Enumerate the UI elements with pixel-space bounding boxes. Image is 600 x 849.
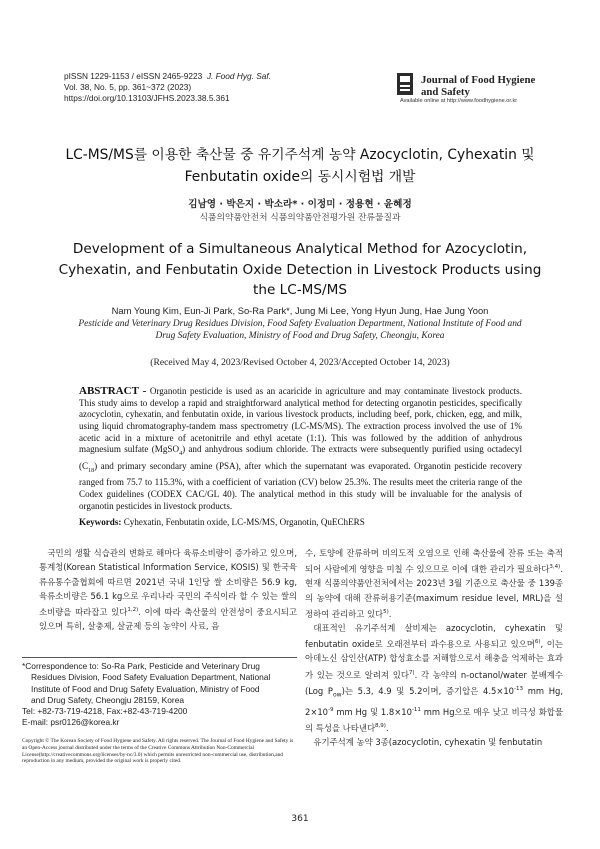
abstract: ABSTRACT - Organotin pesticide is used as an acaricide in agriculture and may contaminate livestock products. This study aims to develop a rapid and straightforward analytical method for detecting organotin pesticides, specifically azocyclotin, cyhexatin, and fenbutatin oxide, in various livestock products, including beef, pork, chicken, egg, and milk, using liquid chromatography-tandem mass spectrometry (LC-MS/MS). The extraction process involved the use of 1% acetic acid in a mixture of acetonitrile and ethyl acetate (1:1). This was followed by the addition of anhydrous magnesium sulfate (MgSO$_4$) and anhydrous sodium chloride. The extracts were subsequently purified using octadecyl $(C_{18})$ and primary secondary amine (PSA), after which the supernatant was evaporated. Organotin pesticide recovery ranged from 75.7 to 115.3%, with a coefficient of variation (CV) below 25.3%. The results meet the criteria range of the Codex guidelines (CODEX CAC/GL 40). The analytical method in this study will be invaluable for the analysis of organotin pesticides in livestock products. xyxy=(79,385,522,511)
correspondence-email[interactable]: E-mail: psr0126@korea.kr xyxy=(22,717,120,728)
body-paragraph: 대표적인 유기주석계 살비제는 azocyclotin, cyhexatin 및 fenbutatin oxide로 오래전부터 과수용으로 사용되고 있으며$^{6)}$, 이는 아데노신 삼인산(ATP) 합성효소를 저해함으로서 해충을 억제하는 효과가 있는 것으로 알려져 있다$^{7)}$. 각 농약의 n-octanol/water 분배계수(Log $P_{ow}$)는 5.3, 4.9 및 5.2이며, 증기압은 $4.5\times 10^{-13}$ mm Hg, $2\times 10^{-9}$ mm Hg 및 $1.8\times 10^{-11}$ mm Hg으로 매우 낮고 비극성 화합물의 특성을 나타낸다$^{8,9)}$. xyxy=(305,623,563,733)
english-title: Development of a Simultaneous Analytical Method for Azocyclotin, Cyhexatin, and Fenbutatin Oxide Detection in Livestock Products using the LC-MS/MS xyxy=(58,241,542,298)
journal-logo-icon xyxy=(397,73,413,95)
doi-link[interactable]: https://doi.org/10.13103/JFHS.2023.38.5.361 xyxy=(64,93,230,104)
journal-logo xyxy=(397,72,547,106)
body-column-left xyxy=(39,546,297,634)
english-authors: Nam Young Kim, Eun-Ji Park, So-Ra Park*, Jung Mi Lee, Yong Hyun Jung, Hae Jung Yoon xyxy=(111,305,489,316)
logo-url[interactable]: Available online at http://www.foodhygiene.or.kr xyxy=(400,98,518,104)
body-paragraph: 유기주석계 농약 3종(azocyclotin, cyhexatin 및 fenbutatin xyxy=(313,736,543,747)
abstract-label: ABSTRACT - xyxy=(79,385,147,397)
body-paragraph: 국민의 생활 식습관의 변화로 해마다 육류소비량이 증가하고 있으며, 통계청(Korean Statistical Information Service, KOSIS) 및 한국육류유통수출협회에 따르면 2021년 국내 1인당 쌀 소비량은 56.9 kg, 육류소비량은 56.1 kg으로 우리나라 국민의 주식이라 할 수 있는 쌀의 소비량을 따라잡고 있다$^{1,2)}$. 이에 따라 축산물의 안전성이 중요시되고 있으며 특히, 살충제, 살균제 등의 농약이 사료, 음 xyxy=(39,548,297,632)
issn-line: pISSN 1229-1153 / eISSN 2465-9223 J. Food Hyg. Saf. xyxy=(64,71,271,81)
logo-title: Journal of Food Hygiene and Safety xyxy=(421,74,536,98)
copyright-notice: Copyright © The Korean Society of Food Hygiene and Safety. All rights reserved. The Journal of Food Hygiene and Safety is an Open-Access journal distributed under the terms of the Creative Commons Attribution Non-Commercial License(http://creativecommons.org/licenses/by-nc/3.0) which permits unrestricted non-commercial use, distribution,and reproduction in any medium, provided the original work is properly cited. xyxy=(22,738,294,765)
body-paragraph: 수, 토양에 잔류하며 비의도적 오염으로 인해 축산물에 잔류 또는 축적되어 사람에게 영향을 미칠 수 있으므로 이에 대한 관리가 필요하다$^{3,4)}$. 현재 식품의약품안전처에서는 2023년 3월 기준으로 축산물 중 139종의 농약에 대해 잔류허용기준(maximum residue level, MRL)을 설정하여 관리하고 있다$^{5)}$. xyxy=(305,548,563,619)
correspondence-footnote: *Correspondence to: So-Ra Park, Pesticide and Veterinary Drug Residues Division, Food Safety Evaluation Department, National Institute of Food and Drug Safety Evaluation, Ministry of Food and Drug Safety, Cheongju 28159, Korea Tel: +82-73-719-4218, Fax:+82-43-719-4200 E-mail: psr0126@korea.kr xyxy=(22,661,297,729)
korean-affiliation: 식품의약품안전처 식품의약품안전평가원 잔류물질과 xyxy=(199,213,401,223)
korean-authors: 김남영 · 박은지 · 박소라* · 이정미 · 정용현 · 윤혜정 xyxy=(188,199,412,210)
page-number: 361 xyxy=(291,814,309,824)
journal-header xyxy=(64,71,271,105)
keywords-label: Keywords: xyxy=(79,517,122,527)
keywords: Keywords: Cyhexatin, Fenbutatin oxide, LC-MS/MS, Organotin, QuEChERS xyxy=(79,517,365,527)
volume-line: Vol. 38, No. 5, pp. 361~372 (2023) xyxy=(64,82,192,93)
body-column-right xyxy=(305,546,563,749)
footnote-divider xyxy=(22,657,297,658)
journal-abbrev: J. Food Hyg. Saf. xyxy=(206,71,271,81)
english-affiliation: Pesticide and Veterinary Drug Residues Division, Food Safety Evaluation Department, National Institute of Food and Drug Safety Evaluation, Ministry of Food and Drug Safety, Cheongju, Korea xyxy=(78,319,522,342)
received-dates: (Received May 4, 2023/Revised October 4, 2023/Accepted October 14, 2023) xyxy=(150,357,450,368)
korean-title: LC-MS/MS를 이용한 축산물 중 유기주석계 농약 Azocyclotin, Cyhexatin 및 Fenbutatin oxide의 동시시험법 개발 xyxy=(65,147,535,185)
